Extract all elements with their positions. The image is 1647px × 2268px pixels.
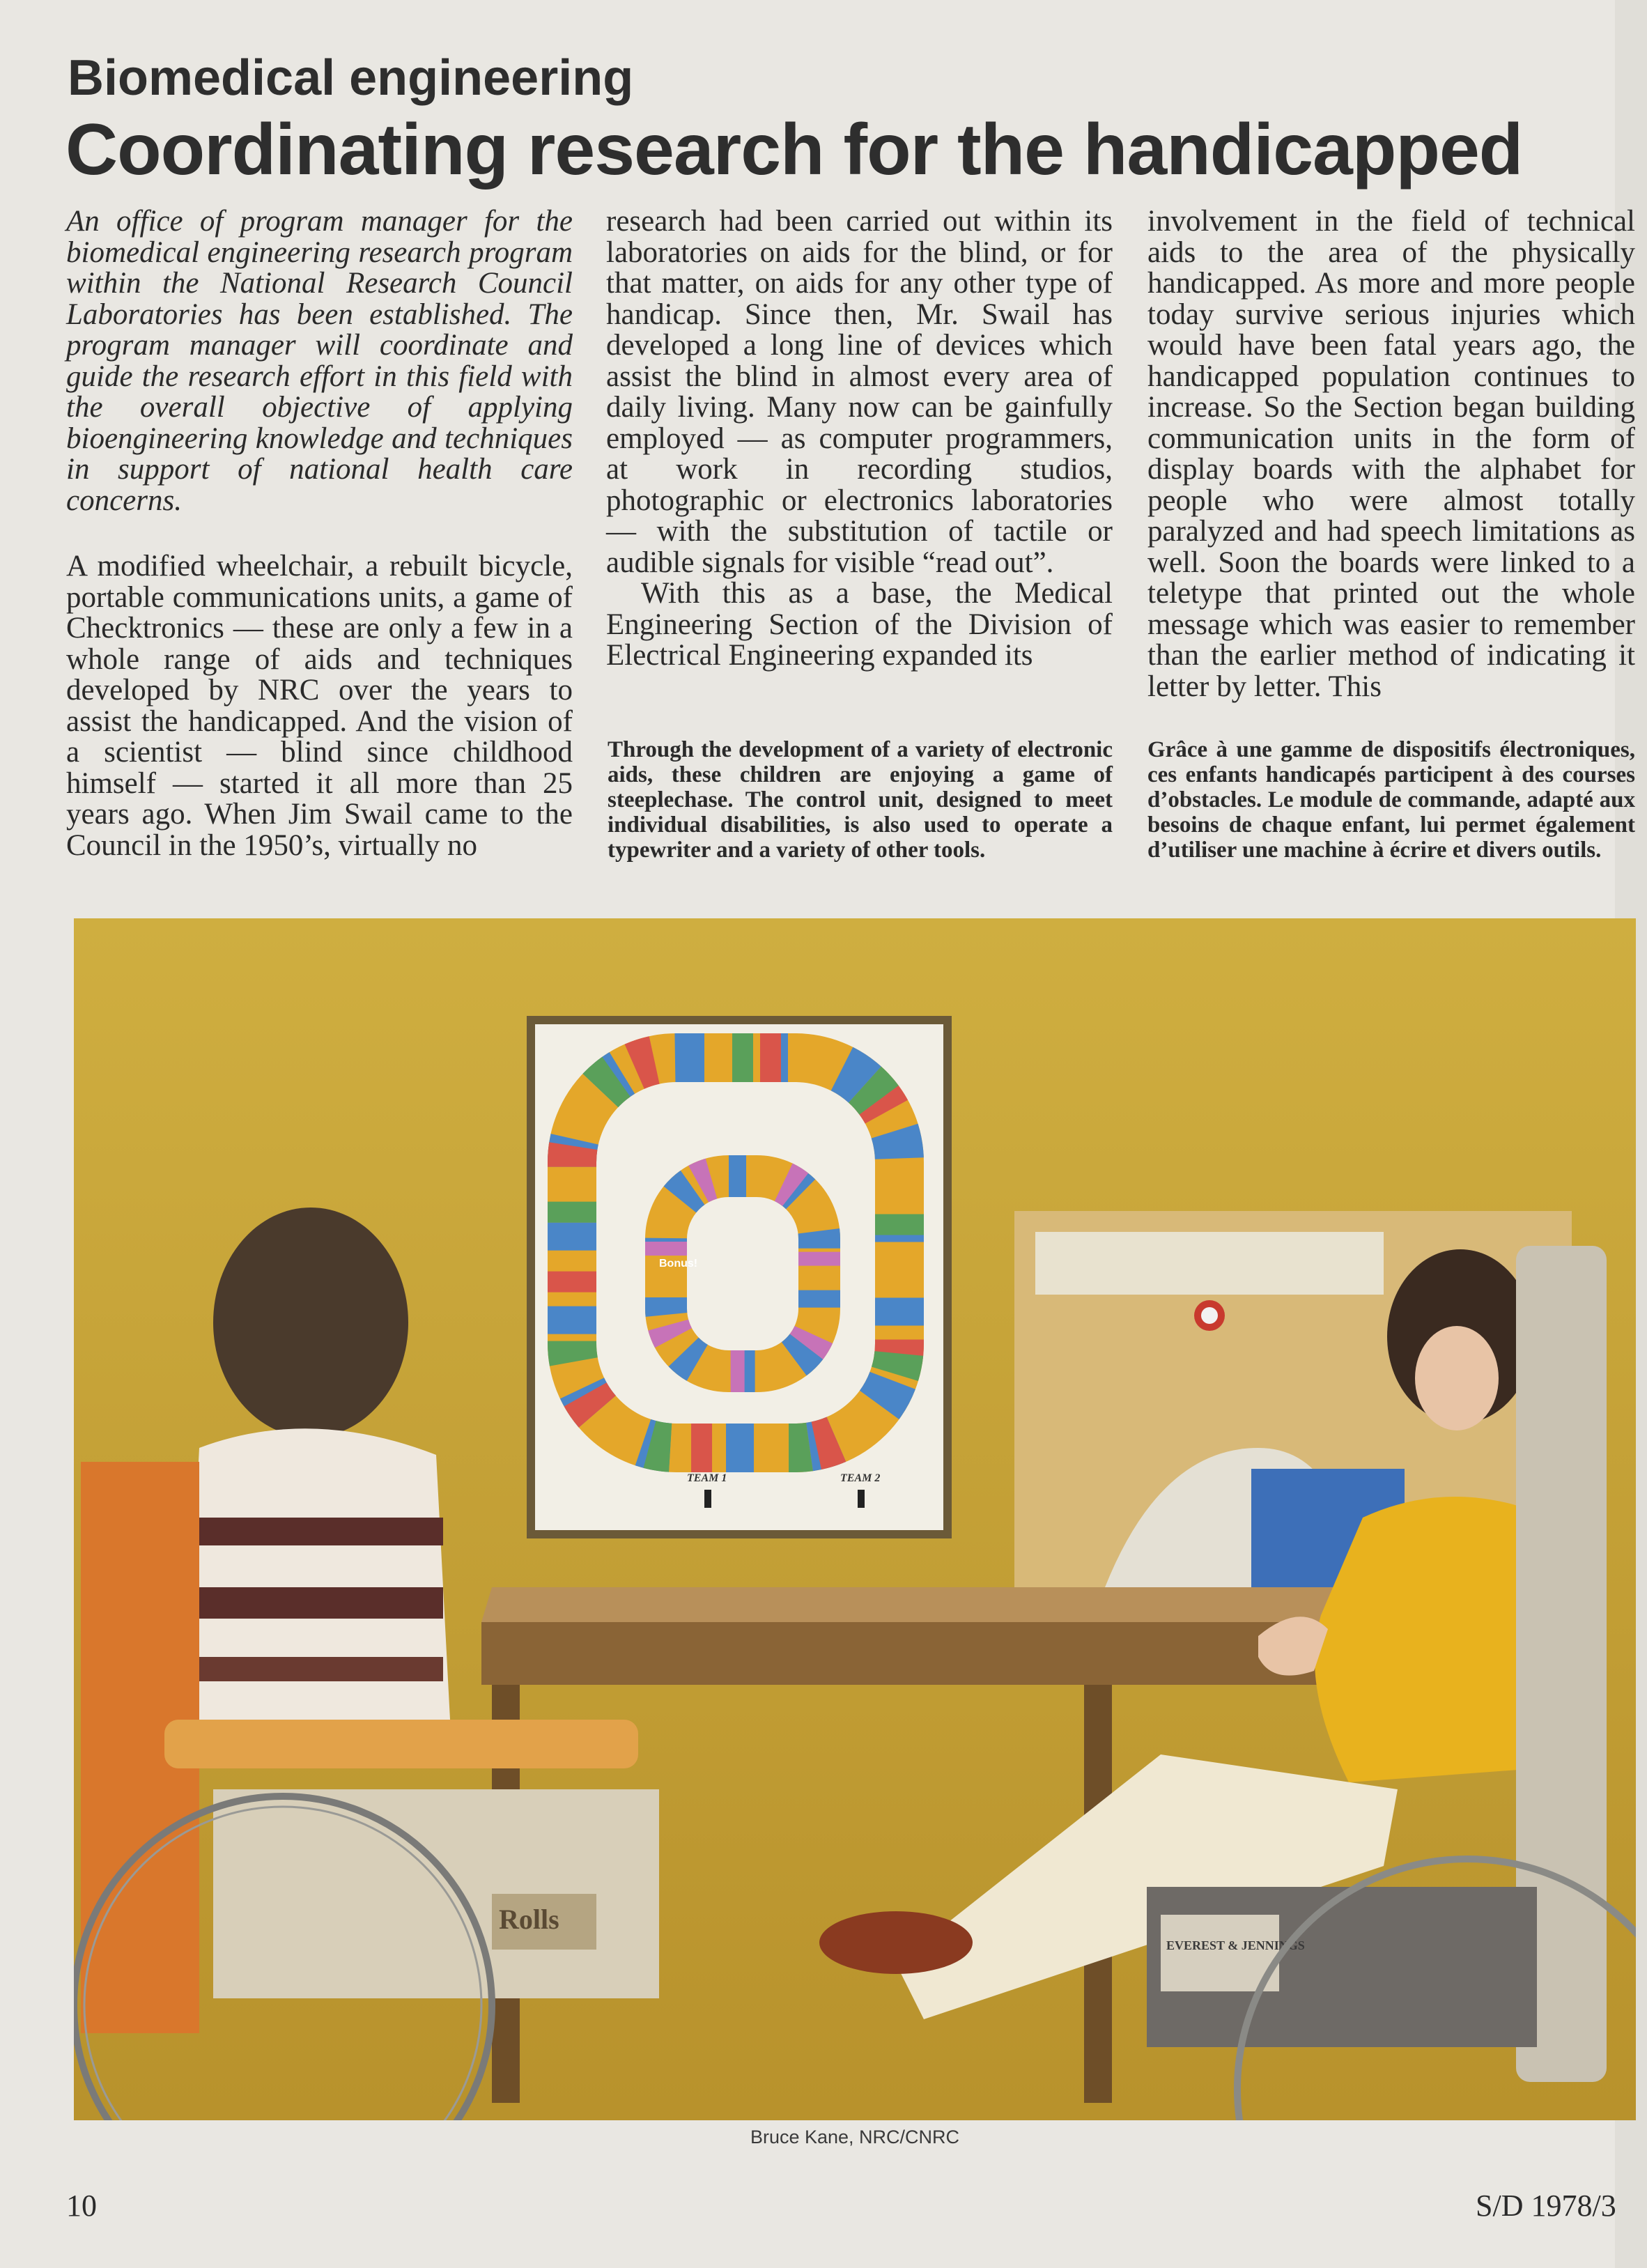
body-paragraph: involvement in the field of technical aids to the area of the physically handicapped. As more and more people today survive serious injuries which would have been fatal years ago, the handicapped population continues to increase. So the Section began building communication units in the form of display boards with the alphabet for people who were almost totally paralyzed and had speech limitations as well. Soon the boards were linked to a teletype that printed out the whole message which was easier to remember than the earlier method of indicating it letter by letter. This (1147, 205, 1635, 703)
game-board (527, 1016, 952, 1538)
photo-illustration (74, 918, 1636, 2120)
article-column-2 (606, 206, 1113, 672)
wheelchair-brand-everest: EVEREST & JENNINGS (1166, 1938, 1305, 1952)
article-photo (74, 918, 1636, 2120)
body-paragraph: research had been carried out within its laboratories on aids for the blind, or for that matter, on aids for any other type of handicap. Since then, Mr. Swail has developed a long line of devices which assist the blind in almost every area of daily living. Many now can be gainfully employed — as computer programmers, at work in recording studios, photographic or electronics laboratories — with the substitution of tactile or audible signals for visible “read out”. (606, 205, 1113, 579)
photo-caption-english: Through the development of a variety of electronic aids, these children are enjoying a game of steeplechase. The control unit, designed to meet individual disabilities, is also used to operate a typewriter and a variety of other tools. (608, 737, 1113, 863)
photo-credit: Bruce Kane, NRC/CNRC (750, 2127, 960, 2147)
article-headline: Coordinating research for the handicapped (65, 109, 1523, 190)
board-bonus-label: Bonus! (659, 1258, 698, 1270)
article-intro: An office of program manager for the biomedical engineering research program within the National Research Council Laboratories has been established. The program manager will coordinate and guide the research effort in this field with the overall objective of applying bioengineering knowledge and techniques in support of national health care concerns. (66, 205, 573, 517)
page-number: 10 (66, 2189, 97, 2223)
article-column-3 (1147, 206, 1635, 702)
body-paragraph: With this as a base, the Medical Engineering Section of the Division of Electrical Engineering expanded its (606, 577, 1113, 672)
body-paragraph: A modified wheelchair, a rebuilt bicycle, portable communications units, a game of Checktronics — these are only a few in a whole range of aids and techniques developed by NRC over the years to assist the handicapped. And the vision of a scientist — blind since childhood himself — started it all more than 25 years ago. When Jim Swail came to the Council in the 1950’s, virtually no (66, 550, 573, 862)
issue-label: S/D 1978/3 (1476, 2189, 1616, 2223)
board-team-2-label: TEAM 2 (840, 1472, 881, 1484)
wheelchair-brand-rolls: Rolls (499, 1904, 559, 1935)
board-team-1-label: TEAM 1 (687, 1472, 727, 1484)
section-kicker: Biomedical engineering (68, 50, 634, 106)
photo-caption-french: Grâce à une gamme de dispositifs électroniques, ces enfants handicapés participent à des courses d’obstacles. Le module de commande, adapté aux besoins de chaque enfant, lui permet également d’utiliser une machine à écrire et divers outils. (1147, 737, 1635, 863)
article-column-1 (66, 206, 573, 861)
